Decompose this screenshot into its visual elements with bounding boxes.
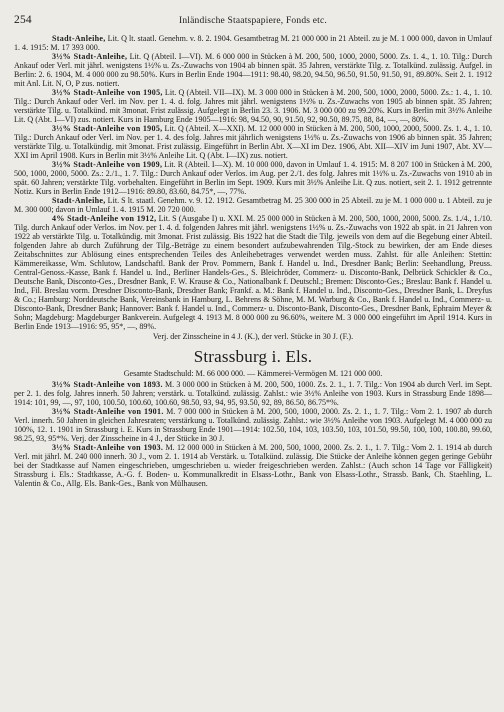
bond-entry-title: 3½% Stadt-Anleihe von 1893. <box>52 380 163 389</box>
bond-entry-title: 3½% Stadt-Anleihe von 1909, <box>52 160 163 169</box>
bond-entry-text: Lit. Q lt. staatl. Genehm. v. 8. 2. 1904. Gesamtbetrag M. 21 000 000 in 21 Abteil. zu je M. 1 000 000, davon in Umlauf 1. 4. 1915: M. 17 393 000. <box>14 34 492 52</box>
bond-entry-title: 3½% Stadt-Anleihe von 1903. <box>52 443 164 452</box>
bond-entry <box>14 443 492 488</box>
bond-entry-text: Lit. S (Ausgabe I) u. XXI. M. 25 000 000 in Stücken à M. 200, 500, 1000, 2000, 5000. Zs. 1./4., 1./10. Tilg. durch Ankauf oder Verlos. im Nov. per 1. 4. d. folgenden Jahres mit jährl. wenigstens 1½% u. Zs.-Zuwachs von 1922 ab spät. in 21 Jahren von 1922 ab verstärkte Tilg. u. Totalkündig. mit 3monat. Frist zulässig. Bis 1922 hat die Stadt die Tilg. jeweils von dem auf die Begebung einer Abteil. folgenden Jahre ab durch Zuführung der Tilg.-Beträge zu einem besondert aufzubewahrenden Tilg.-Stock zu bewirken, der am Ende dieses Zeitabschnittes zur Ablösung eines entsprechenden Teiles des Anleihebetrages verwendet werden muss. Zahlst. für alle Anleihen: Stettin: Kämmereikasse, Wm. Schlutow, Landschaftl. Bank der Prov. Pommern, Bank f. Handel u. Ind., Dresdner Bank; Berlin: Seehandlung, Preuss. Central-Genoss.-Kasse, Bank f. Handel u. Ind., Berliner Handels-Ges., S. Bleichröder, Commerz- u. Disconto-Bank, Delbrück Schickler & Co., Deutsche Bank, Disconto-Ges., Dresdner Bank, F. W. Krause & Co., Nationalbank f. Deutschl.; Bremen: Disconto-Ges.; Breslau: Bank f. Handel u. Ind., Fil. Breslau vorm. Dresdner Disconto-Bank, Dresdner Bank; Frankf. a. M.: Bank f. Handel u. Ind., Disconto-Ges., Dresdner Bank, L. Dreyfus & Co.; Hamburg: Norddeutsche Bank, Vereinsbank in Hamburg, L. Behrens & Söhne, M. M. Warburg & Co., Bank f. Handel u. Ind., Commerz- u. Disconto-Bank, Dresdner Bank; Hannover: Bank f. Handel u. Ind., Commerz- u. Disconto-Bank, Disconto-Ges., Dresdner Bank, Ephraim Meyer & Sohn; Magdeburg: Magdeburger Bankverein. Aufgelegt 4. 1913 M. 8 000 000 zu 96.60%, weitere M. 3 000 000 eingeführt im April 1914. Kurs in Berlin Ende 1913—1916: 95, 95*, —, 89%. <box>14 214 492 331</box>
bond-entry-text: M. 7 000 000 in Stücken à M. 200, 500, 1000, 2000. Zs. 2. 1., 1. 7. Tilg.: Vom 2. 1. 1907 ab durch Verl. innerh. 50 Jahren in gleichen Jahresraten; verstärkung u. Totalkünd. zulässig. Zahlst.: wie 3½% Anleihe von 1903. Aufgelegt M. 4 000 000 zu 100%, 12. 1. 1901 in Strassburg i. E. Kurs in Strassburg Ende 1901—1914: 102.50, 104, 103, 103.50, 103, 101.50, 99.50, 100, 100, 100.80, 99.60, 98.25, 93, 95*%. Verj. der Zinsscheine in 4 J., der Stücke in 30 J. <box>14 407 492 443</box>
bond-entry <box>14 196 492 214</box>
bond-entry-title: Stadt-Anleihe, <box>52 34 106 43</box>
entries-bottom <box>14 380 492 488</box>
running-head: Inländische Staatspapiere, Fonds etc. <box>178 16 327 26</box>
bond-entry-title: 3½% Stadt-Anleihe von 1905, <box>52 88 163 97</box>
bond-entry <box>14 52 492 88</box>
bond-entry-title: 3½% Stadt-Anleihe von 1901. <box>52 407 164 416</box>
entries-top <box>14 34 492 331</box>
bond-entry <box>14 407 492 443</box>
bond-entry-text: Lit. R (Abteil. I—X). M. 10 000 000, davon in Umlauf 1. 4. 1915: M. 8 207 100 in Stücken à M. 200, 500, 1000, 2000, 5000. Zs.: 2./1., 1. 7. Tilg.: Durch Ankauf oder Verlos. im Aug. per 2./1. des folg. Jahres mit 1½% u. Zs.-Zuwachs von 1910 ab in spät. 60 Jahren; verstärkte Tilg. vorbehalten. Eingeführt in Berlin im Sept. 1909. Kurs mit 3½% Anleihe Lit. Q zus. notiert, seit 2. 1. 1912 getrennte Notiz. Kurs in Berlin Ende 1912—1916: 89.80, 83.60, 84.75*, —, 77%. <box>14 160 492 196</box>
bond-entry-text: M. 3 000 000 in Stücken à M. 200, 500, 1000. Zs. 2. 1., 1. 7. Tilg.: Von 1904 ab durch Verl. im Sept. per 2. 1. des folg. Jahres innerh. 50 Jahren; verstärk. u. Totalkünd. zulässig. Zahlst.: wie 3½% Anleihe von 1903. Kurs in Strassburg Ende 1898—1914: 101, 99, —, 97, 100, 100.50, 100.60, 100.60, 98.50, 93, 94, 95, 93.50, 92, 89, 86.50, 86.75*%. <box>14 380 493 407</box>
bond-entry-text: Lit. Q (Abteil. I—VI). M. 6 000 000 in Stücken à M. 200, 500, 1000, 2000, 5000. Zs. 1. 4., 1. 10. Tilg.: Durch Ankauf oder Verl. mit jährl. wenigstens 1½% u. Zs.-Zuwachs von 1904 ab binnen spät. 35 Jahren, verstärkte Tilg. z. Totalkünd. zulässig. Aufgel. in Berlin: 2. 6. 1904, M. 4 000 000 zu 98.50%. Kurs in Berlin Ende 1904—1911: 98.40, 98.20, 94.50, 96.50, 91.50, 91.50, 91, 89.80%. Seit 2. 1. 1912 mit Anl. Lit. N, O, P zus. notiert. <box>14 52 492 88</box>
bond-entry-title: 3½% Stadt-Anleihe von 1905, <box>52 124 163 133</box>
bond-entry <box>14 214 492 331</box>
bond-entry <box>14 160 492 196</box>
bond-entry <box>14 380 492 407</box>
page-number: 254 <box>14 14 32 26</box>
bond-entry-title: 3½% Stadt-Anleihe, <box>52 52 128 61</box>
bond-entry-title: Stadt-Anleihe, <box>52 196 106 205</box>
bond-entry-text: Lit. S lt. staatl. Genehm. v. 9. 12. 1912. Gesamtbetrag M. 25 300 000 in 25 Abteil. zu je M. 1 000 000 u. 1 Abteil. zu je M. 300 000; davon in Umlauf 1. 4. 1915 M. 20 720 000. <box>14 196 492 214</box>
section-title: Strassburg i. Els. <box>193 347 313 366</box>
bond-entry-title: 4% Stadt-Anleihe von 1912, <box>52 214 157 223</box>
bond-entry-text: M. 12 000 000 in Stücken à M. 200, 500, 1000, 2000. Zs. 2. 1., 1. 7. Tilg.: Vom 2. 1. 1914 ab durch Verl. mit jährl. M. 240 000 innerh. 30 J., vom 2. 1. 1914 ab Verstärk. u. Totalkünd. zulässig. Die Stücke der Anleihe können gegen geringe Gebühr bei der Stadtkasse auf Namen eingeschrieben, umgeschrieben u. wieder freigeschrieben werden. Zahlst.: (Auch schon 14 Tage vor Fälligkeit) Strassburg i. Els.: Stadtkasse, A.-G. f. Boden- u. Kommunalkredit in Elsass-Lothr., Bank von Elsass-Lothr., Strassb. Bank, Ch. Staehling, L. Valentin & Co., Allg. Els. Bank-Ges., Bank von Mülhausen. <box>14 443 492 488</box>
document-body <box>14 34 492 488</box>
bond-entry <box>14 124 492 160</box>
bond-entry <box>14 88 492 124</box>
bond-entry-text: Lit. Q (Abteil. VII—IX). M. 3 000 000 in Stücken à M. 200, 500, 1000, 2000, 5000. Zs.: 1. 4., 1. 10. Tilg.: Durch Ankauf oder Verl. im Nov. per 1. 4. d. folg. Jahres mit jährl. wenigstens 1½% u. Zs.-Zuwachs von 1905 ab binnen spät. 35 Jahren; verstärkte Tilg. u. Totalkünd. mit 3monat. Frist zulässig. Aufgelegt in Berlin 23. 3. 1906. M. 3 000 000 zu 99.20%. Kurs in Berlin mit 3½% Anleihe Lit. Q (Abt. I—VI) zus. notiert. Kurs in Hamburg Ende 1905—1916: 98, 94.50, 90, 91.50, 92, 90.50, 89.75, 88, 84, —, —, 80%. <box>14 88 492 124</box>
bond-entry-text: Lit. Q (Abteil. X—XXI). M. 12 000 000 in Stücken à M. 200, 500, 1000, 2000, 5000. Zs. 1. 4., 1. 10. Tilg.: Durch Ankauf oder Verl. im Nov. per 1. 4. des folg. Jahres mit jährlich wenigstens 1½% u. Zs.-Zuwachs von 1906 ab binnen spät. 35 Jahren; verstärkte Tilg. u. Totalkündig. mit 3monat. Frist zulässig. Eingeführt in Berlin Abt. X—XI im Dez. 1906, Abt. XII—XIV im Juni 1907, Abt. XV—XXI im April 1908. Kurs in Berlin mit 3½% Anleihe Lit. Q (Abt. I—IX) zus. notiert. <box>14 124 492 160</box>
note-top: Verj. der Zinsscheine in 4 J. (K.), der verl. Stücke in 30 J. (F.). <box>152 332 354 341</box>
section-subtitle: Gesamte Stadtschuld: M. 66 000 000. — Kämmerei-Vermögen M. 121 000 000. <box>123 369 383 378</box>
bond-entry <box>14 34 492 52</box>
page-header <box>14 14 492 34</box>
